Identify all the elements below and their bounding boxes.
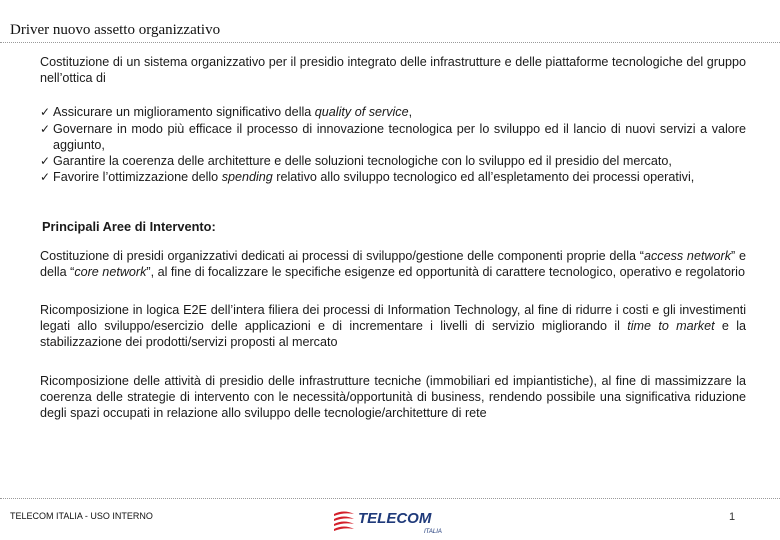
para1-italic-b: core network: [74, 264, 147, 279]
bullet-text-end: relativo allo sviluppo tecnologico ed all’espletamento dei processi operativi,: [272, 170, 695, 185]
para2-text-a: Ricomposizione in logica E2E dell’intera filiera dei processi di Information Technology, al fine di ridurre i costi e gli investimenti legati allo sviluppo/esercizio delle applicazioni e di incrementare i livelli di servizio migliorando il: [40, 303, 746, 334]
intervention-paragraph-3: Ricomposizione delle attività di presidio delle infrastrutture tecniche (immobiliari ed impiantistiche), al fine di massimizzare la coerenza delle strategie di intervento con le necessità/opportunità di business, rendendo possibile una significativa riduzione degli spazi occupati in relazione allo sviluppo delle tecnologie/architetture di rete: [40, 373, 746, 421]
bullet-italic: quality of service: [314, 105, 409, 120]
list-item: [40, 169, 746, 185]
list-item: [40, 153, 746, 169]
intervention-paragraph-2: [40, 302, 746, 351]
para1-text-a: Costituzione di presidi organizzativi dedicati ai processi di sviluppo/gestione delle componenti proprie della “: [40, 248, 644, 263]
section-title: Principali Aree di Intervento:: [42, 219, 216, 235]
para1-text-b: ” e della “: [40, 248, 747, 279]
slide-body: [40, 54, 746, 421]
para2-italic: time to market: [627, 319, 715, 334]
intervention-paragraph-1: [40, 248, 746, 280]
bullet-text: Assicurare un miglioramento significativo della: [53, 105, 315, 120]
intro-text: Costituzione di un sistema organizzativo per il presidio integrato delle infrastrutture e delle piattaforme tecnologiche del gruppo nell’ottica di: [40, 55, 746, 86]
checkmark-icon: ✓: [40, 105, 51, 120]
para2-text-b: e la stabilizzazione dei prodotti/servizi proposti al mercato: [40, 319, 747, 350]
checkmark-icon: ✓: [40, 121, 51, 136]
bullet-italic: spending: [221, 170, 273, 185]
telecom-logo: [332, 505, 454, 535]
logo-mark-icon: [334, 512, 354, 532]
bullet-text: Governare in modo più efficace il processo di innovazione tecnologica per lo sviluppo ed il lancio di nuovi servizi a valore aggiunto,: [53, 121, 746, 152]
objectives-list: [40, 104, 746, 185]
logo-wordmark: TELECOM: [358, 510, 432, 527]
checkmark-icon: ✓: [40, 170, 51, 185]
footer-divider: [0, 498, 780, 499]
bullet-text: Favorire l’ottimizzazione dello: [53, 170, 222, 185]
para1-italic-a: access network: [643, 248, 732, 263]
title-divider: [0, 42, 780, 43]
bullet-text: Garantire la coerenza delle architetture e delle soluzioni tecnologiche con lo sviluppo ed il presidio del mercato,: [53, 154, 672, 169]
logo-subtext: ITALIA: [424, 529, 442, 535]
page-number: 1: [729, 511, 736, 523]
slide-title: Driver nuovo assetto organizzativo: [10, 22, 221, 38]
bullet-text-end: ,: [408, 105, 413, 120]
list-item: [40, 104, 746, 120]
checkmark-icon: ✓: [40, 154, 51, 169]
list-item: [40, 121, 746, 153]
para1-text-c: ”, al fine di focalizzare le specifiche esigenze ed opportunità di carattere tecnologico, operativo e regolatorio: [146, 264, 745, 279]
footer-classification: TELECOM ITALIA - USO INTERNO: [10, 511, 153, 521]
